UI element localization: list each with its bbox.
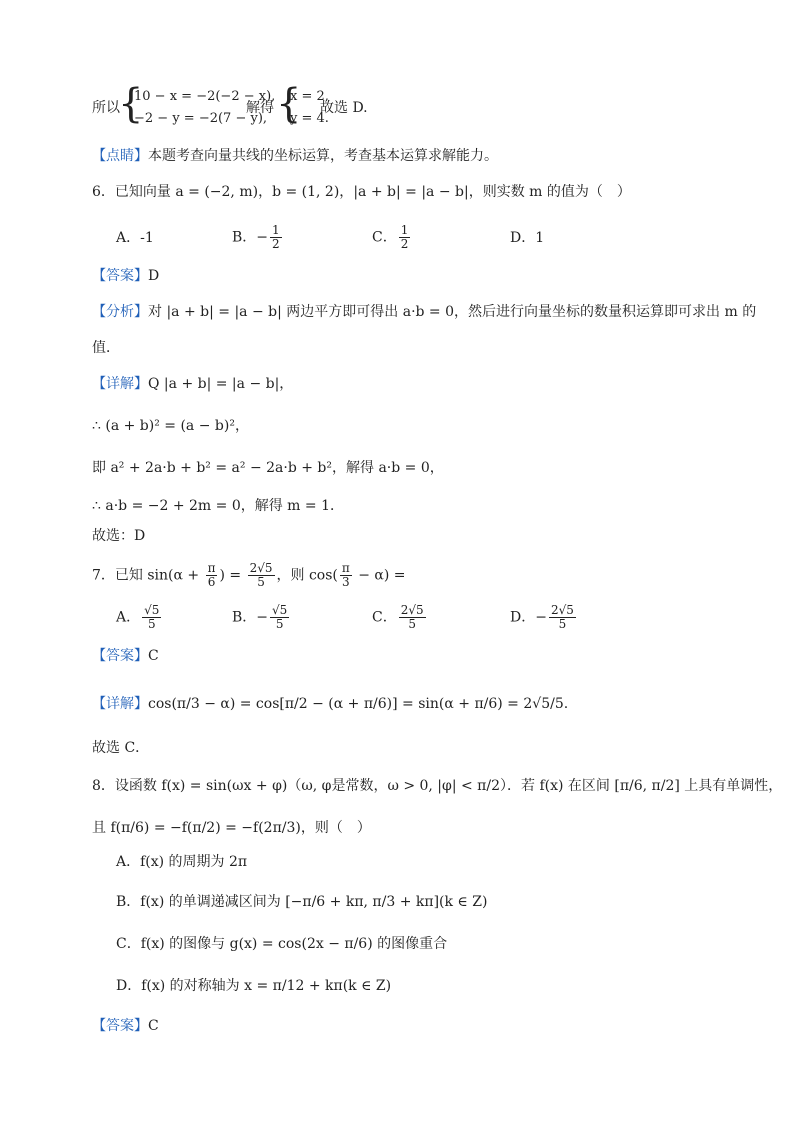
q6-detail (92, 374, 293, 394)
q7-option-c (372, 604, 428, 631)
answer-tag: 【答案】 (92, 648, 148, 664)
answer-value: C (148, 1018, 159, 1034)
fraction-numerator: 2√5 (400, 603, 424, 617)
q5-solution-2: y = 4. (290, 111, 329, 126)
q7-option-a-fraction (142, 604, 161, 631)
answer-tag: 【答案】 (92, 268, 148, 284)
q7-option-b-label: B．− (232, 609, 269, 626)
q7-choose: 故选 C． (92, 740, 150, 756)
q5-brace-left: { (118, 81, 144, 127)
q7-option-d (510, 604, 578, 631)
q5-solve-word: 解得 (246, 100, 274, 116)
q6-option-a: A．-1 (116, 230, 154, 246)
q6-stem-part2: |a + b| = |a − b|，则实数 m 的值为（ ） (353, 184, 631, 200)
q7-stem (92, 562, 406, 589)
fraction-denominator: 2 (400, 237, 409, 251)
fraction-numerator: √5 (272, 603, 288, 617)
q6-option-b-label: B．− (232, 229, 269, 246)
q6-stem (92, 182, 631, 202)
detail-text: cos(π/3 − α) = cos[π/2 − (α + π/6)] = sin(α + π/6) = 2√5/5. (148, 696, 569, 712)
fraction-numerator: 2√5 (249, 561, 273, 575)
q8-answer (92, 1016, 159, 1036)
comment-text: 本题考查向量共线的坐标运算，考查基本运算求解能力。 (148, 148, 498, 164)
fraction-denominator: 6 (207, 575, 216, 589)
q6-detail-line-4: ∴ a·b = −2 + 2m = 0，解得 m = 1． (92, 498, 344, 514)
q5-prefix: 所以 (92, 100, 120, 116)
q6-stem-part1: 6．已知向量 a = (−2, m)，b = (1, 2)， (92, 184, 354, 200)
analysis-tag: 【分析】 (92, 304, 148, 320)
fraction-denominator: 5 (147, 617, 156, 631)
detail-tag: 【详解】 (92, 376, 148, 392)
q6-option-c-label: C． (372, 229, 397, 246)
q5-brace-right: { (276, 81, 302, 127)
q6-detail-line-3: 即 a² + 2a·b + b² = a² − 2a·b + b²，解得 a·b = 0， (92, 460, 444, 476)
q7-stem-fraction-value (248, 562, 275, 589)
fraction-denominator: 5 (275, 617, 284, 631)
fraction-numerator: 1 (400, 223, 409, 237)
q6-analysis (92, 302, 756, 322)
q7-option-a (116, 604, 163, 631)
q6-option-c (372, 224, 412, 251)
fraction-denominator: 5 (408, 617, 416, 631)
q8-stem-line-1: 8．设函数 f(x) = sin(ωx + φ)（ω, φ是常数，ω > 0, |φ| < π/2）．若 f(x) 在区间 [π/6, π/2] 上具有单调性， (92, 778, 783, 794)
q5-comment (92, 146, 498, 166)
q6-option-b-fraction (270, 224, 282, 251)
q5-choose: 故选 D. (320, 100, 368, 116)
q7-stem-fraction-pi6 (206, 562, 218, 589)
q6-analysis-cont: 值． (92, 340, 120, 356)
q5-equation-2: −2 − y = −2(7 − y), (134, 111, 268, 126)
q7-stem-end: − α) = (353, 567, 406, 584)
q6-option-b (232, 224, 284, 251)
analysis-text: 对 |a + b| = |a − b| 两边平方即可得出 a·b = 0，然后进行向量坐标的数量积运算即可求出 m 的 (148, 304, 757, 320)
q7-stem-then: ，则 cos( (276, 567, 338, 584)
q7-option-b-fraction (270, 604, 289, 631)
q7-stem-equals: ) = (219, 567, 246, 584)
q7-option-b (232, 604, 291, 631)
q6-option-d: D．1 (510, 230, 545, 246)
fraction-denominator: 5 (257, 575, 265, 589)
q7-detail (92, 694, 568, 714)
q5-conclusion (92, 98, 120, 118)
fraction-numerator: √5 (144, 603, 160, 617)
detail-line-1: Q |a + b| = |a − b|， (148, 376, 294, 392)
q8-option-a: A．f(x) 的周期为 2π (116, 854, 248, 870)
q7-answer (92, 646, 159, 666)
answer-value: D (148, 268, 160, 284)
detail-tag: 【详解】 (92, 696, 148, 712)
q7-option-d-fraction (549, 604, 576, 631)
fraction-denominator: 5 (558, 617, 567, 631)
q7-stem-fraction-pi3 (340, 562, 352, 589)
q7-option-a-label: A． (116, 609, 141, 626)
q6-option-c-fraction (399, 224, 411, 251)
q7-option-c-label: C． (372, 609, 397, 626)
q7-option-d-label: D．− (510, 609, 547, 626)
fraction-numerator: π (207, 561, 216, 575)
comment-tag: 【点睛】 (92, 148, 148, 164)
fraction-numerator: π (341, 561, 350, 575)
q6-answer (92, 266, 159, 286)
q8-option-b: B．f(x) 的单调递减区间为 [−π/6 + kπ, π/3 + kπ](k ∈ Z) (116, 894, 488, 910)
answer-value: C (148, 648, 159, 664)
fraction-denominator: 2 (272, 237, 280, 251)
q5-solution-1: x = 2, (290, 89, 329, 104)
fraction-numerator: 2√5 (550, 603, 574, 617)
q8-option-d: D．f(x) 的对称轴为 x = π/12 + kπ(k ∈ Z) (116, 978, 392, 994)
answer-tag: 【答案】 (92, 1018, 148, 1034)
q7-stem-start: 7．已知 sin(α + (92, 567, 204, 584)
q8-stem-line-2: 且 f(π/6) = −f(π/2) = −f(2π/3)，则（ ） (92, 820, 371, 836)
q5-equation-1: 10 − x = −2(−2 − x), (134, 89, 276, 104)
q6-choose: 故选：D (92, 528, 146, 544)
fraction-numerator: 1 (272, 223, 280, 237)
fraction-denominator: 3 (342, 575, 350, 589)
q6-detail-line-2: ∴ (a + b)² = (a − b)²， (92, 418, 249, 434)
q7-option-c-fraction (399, 604, 426, 631)
q8-option-c: C．f(x) 的图像与 g(x) = cos(2x − π/6) 的图像重合 (116, 936, 448, 952)
